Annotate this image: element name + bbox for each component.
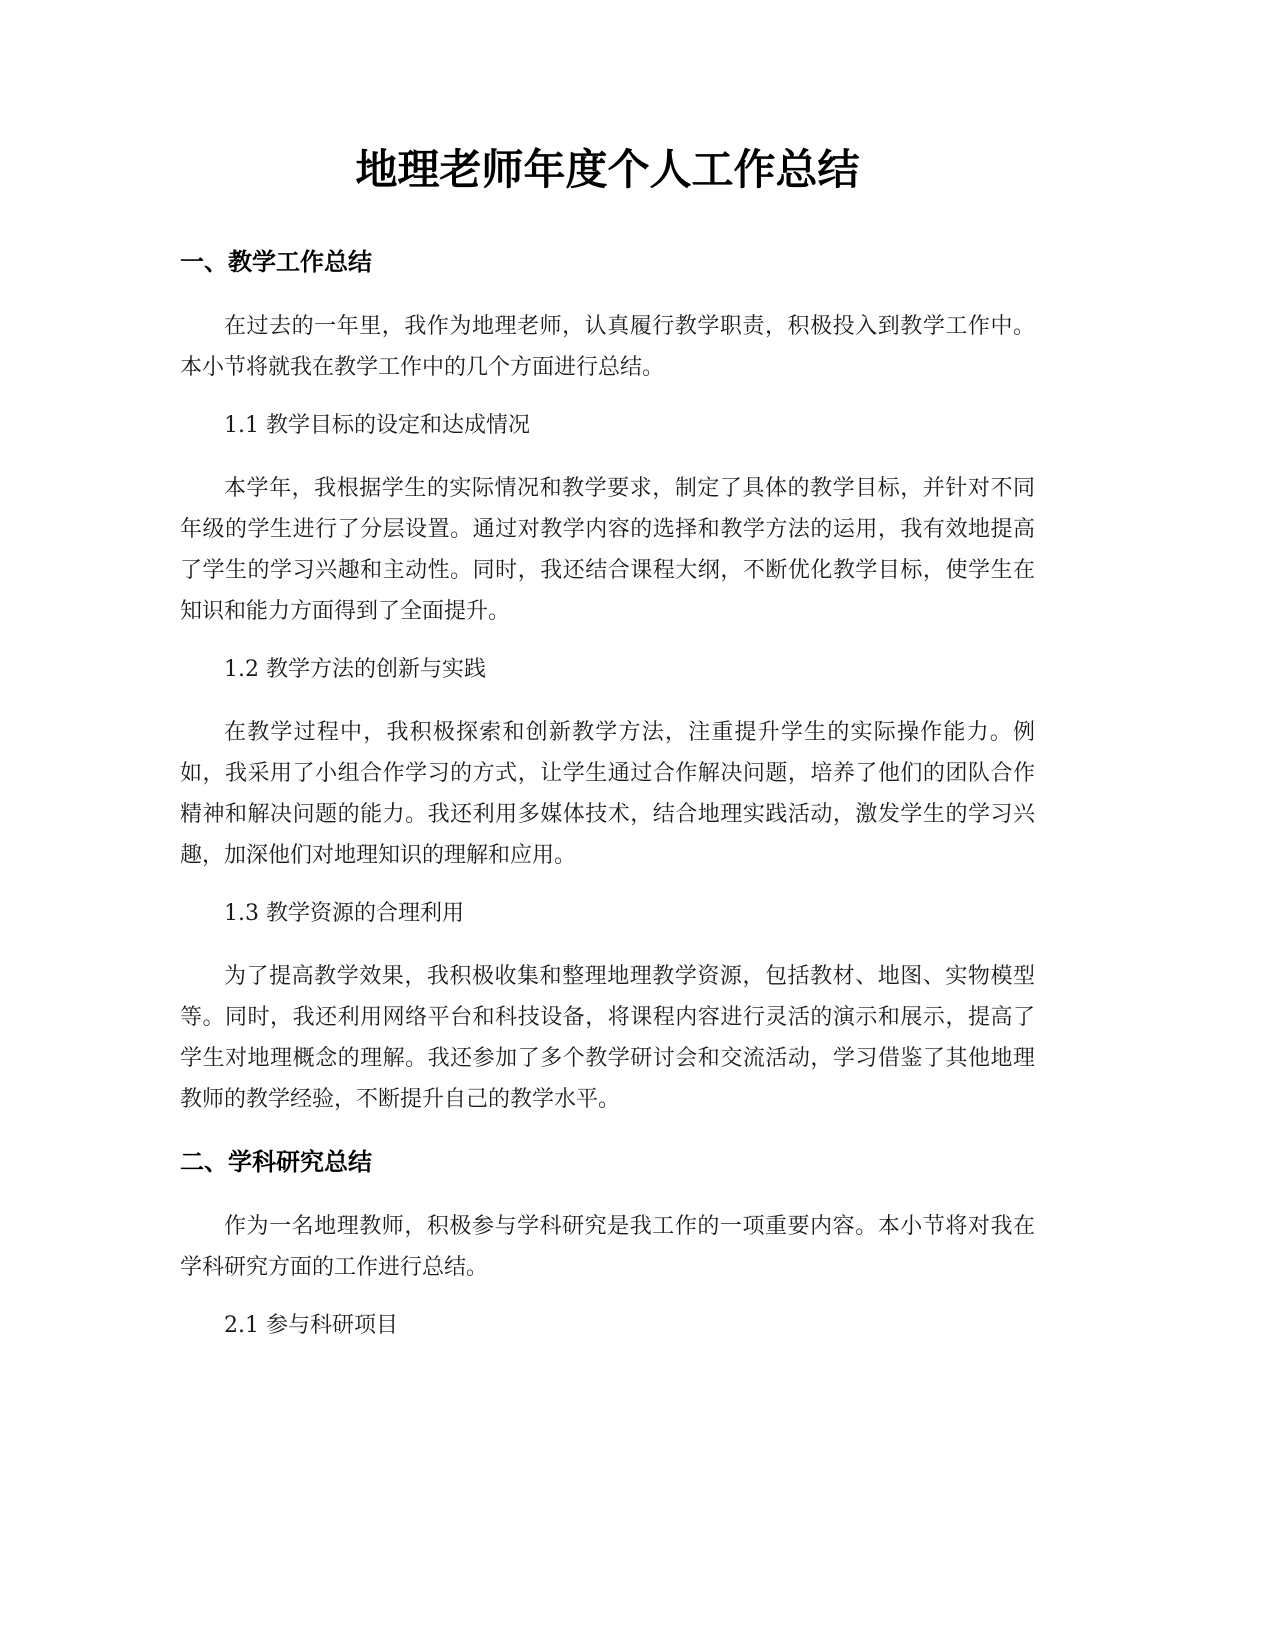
subsection-body-1-2: 在教学过程中，我积极探索和创新教学方法，注重提升学生的实际操作能力。例如，我采用了小组合作学习的方式，让学生通过合作解决问题，培养了他们的团队合作精神和解决问题的能力。我还利用多媒体技术，结合地理实践活动，激发学生的学习兴趣，加深他们对地理知识的理解和应用。 bbox=[180, 720, 1035, 868]
subsection-body-1-3: 为了提高教学效果，我积极收集和整理地理教学资源，包括教材、地图、实物模型等。同时，我还利用网络平台和科技设备，将课程内容进行灵活的演示和展示，提高了学生对地理概念的理解。我还参加了多个教学研讨会和交流活动，学习借鉴了其他地理教师的教学经验，不断提升自己的教学水平。 bbox=[180, 964, 1035, 1112]
subsection-heading-2-1: 2.1 参与科研项目 bbox=[224, 1313, 398, 1338]
section-intro-teaching: 在过去的一年里，我作为地理老师，认真履行教学职责，积极投入到教学工作中。本小节将就我在教学工作中的几个方面进行总结。 bbox=[180, 314, 1035, 380]
section-heading-research: 二、学科研究总结 bbox=[180, 1148, 372, 1176]
subsection-heading-1-3: 1.3 教学资源的合理利用 bbox=[224, 901, 464, 926]
section-intro-research: 作为一名地理教师，积极参与学科研究是我工作的一项重要内容。本小节将对我在学科研究方面的工作进行总结。 bbox=[180, 1214, 1035, 1280]
subsection-heading-1-2: 1.2 教学方法的创新与实践 bbox=[224, 657, 486, 682]
subsection-body-1-1: 本学年，我根据学生的实际情况和教学要求，制定了具体的教学目标，并针对不同年级的学生进行了分层设置。通过对教学内容的选择和教学方法的运用，我有效地提高了学生的学习兴趣和主动性。同时，我还结合课程大纲，不断优化教学目标，使学生在知识和能力方面得到了全面提升。 bbox=[180, 476, 1035, 624]
subsection-heading-1-1: 1.1 教学目标的设定和达成情况 bbox=[224, 413, 530, 438]
section-heading-teaching: 一、教学工作总结 bbox=[180, 248, 372, 276]
document-title: 地理老师年度个人工作总结 bbox=[355, 145, 860, 194]
document-content bbox=[180, 140, 1035, 1368]
